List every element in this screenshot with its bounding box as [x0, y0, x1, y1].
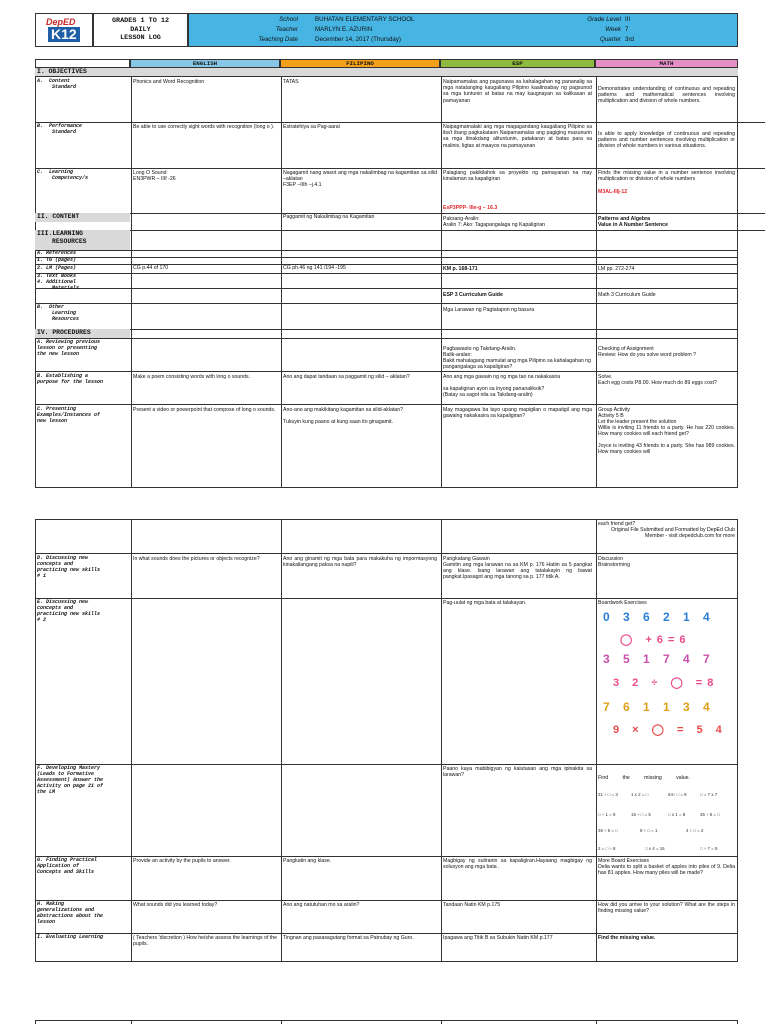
esp-other: Mga Larawan ng Pagtatapon ng basura — [443, 307, 535, 313]
esp-competency-code: EsP3PPP- IIIe-g – 16.3 — [443, 205, 498, 211]
esp-purpose-3: (Batay sa sagot nila sa Takdang-aralin) — [443, 392, 533, 398]
label-mastery-1: F. Developing Mastery — [37, 765, 101, 771]
row-line — [35, 122, 765, 123]
esp-purpose-2: sa kapaligiran ayon sa inyong pananaliksik? — [443, 386, 545, 392]
label-lm: 2. LM (Pages) — [37, 265, 77, 271]
board-row-6: 9 × ◯ = 5 4 — [613, 724, 727, 736]
math-presenting-5: Joyce is inviting 43 friends to a party. She has 989 cookies. How many cookies will — [598, 443, 737, 456]
english-competency-2: EN3PWR – IIIf -26 — [133, 176, 176, 182]
esp-discuss1-2: Gamitin ang mga larawan na sa KM p. 176 Hatiin sa 5 pangkat ang klase. Isang larawan ang tatalakayin ng bawat pangkat.Ipasagot ang mga tanong sa p. 177 titik A. — [443, 562, 594, 581]
label-other-2: Learning — [52, 310, 77, 316]
col-header-math: MATH — [595, 59, 738, 68]
vline — [441, 520, 442, 961]
label-review-1: A. Reviewing previous — [37, 339, 101, 345]
mastery-r2-d: 35 ÷ 5 = □ — [700, 812, 720, 817]
board-row-4: 3 2 ÷ ◯ =8 — [613, 677, 719, 689]
math-discuss1-1: Discussion — [598, 556, 624, 562]
filipino-tg: CG ph.46 ng 141 /194 -195 — [283, 265, 346, 271]
filipino-discuss1: Ano ang ginamit ng mga bata para makakuha ng impormasyong kinakailangang paksa na napili? — [283, 556, 439, 569]
date-label: Teaching Date — [258, 36, 298, 43]
english-evaluating: ( Teachers 'discretion ) How he/she assess the learnings of the pupils. — [133, 935, 279, 948]
esp-competency: Palagiang pakikilahok sa proyekto ng pamayanan na may kinalaman sa kapaligiran — [443, 170, 594, 183]
vline — [131, 520, 132, 961]
row-line — [35, 856, 738, 857]
label-discuss2-1: E. Discussing new — [37, 599, 89, 605]
mastery-r4-c: □ ÷ 7 = 9 — [700, 846, 718, 851]
title-line-2: DAILY — [130, 25, 151, 34]
mastery-r3-b: 8 ÷ □ = 1 — [640, 828, 658, 833]
vline — [596, 520, 597, 961]
board-row-3: 3 5 1 7 4 7 — [603, 652, 715, 666]
grade-value: III — [625, 16, 631, 23]
filipino-presenting-1: Ano-ano ang makikitang kagamitan sa silid-aklatan? — [283, 407, 403, 413]
esp-review-3: Bakit mahalagang mamulat ang mga Pilipino sa kahalagahan ng pangangalaga sa kapaligiran? — [443, 358, 593, 371]
date-value: December 14, 2017 (Thursday) — [315, 36, 401, 43]
label-additional-1: 4. Additional — [37, 279, 77, 285]
label-textbooks: 3. Text Books — [37, 273, 77, 279]
deped-logo — [44, 17, 86, 45]
label-presenting-2: Examples/Instances of — [37, 412, 101, 418]
label-discuss1-3: practicing new skills — [37, 567, 101, 573]
section-band-objectives — [35, 68, 738, 77]
label-general-2: generalizations and — [37, 907, 95, 913]
label-general-4: lesson — [37, 919, 56, 925]
vline — [596, 69, 597, 487]
esp-tg: KM p. 168-171 — [443, 266, 478, 272]
row-line — [35, 213, 765, 214]
label-performance-2: Standard — [52, 129, 77, 135]
label-review-3: the new lesson — [37, 351, 80, 357]
esp-content-standard: Naipamamalas ang pagunawa sa kahalagahan ng pananalig sa mga natatanging kaugaliang Pilipino kaalinsabay ng pagsunod sa mga tuntunin at batas na may kaugnayan sa kalikasan at pamayanan — [443, 79, 594, 104]
math-tg: LM pp. 272-274 — [598, 266, 635, 272]
esp-review-2: Balik-aralan: — [443, 352, 472, 358]
logo-bottom-text: K12 — [48, 27, 80, 42]
math-evaluating: Find the missing value. — [598, 935, 656, 941]
mastery-r2-c: □ x 1 = 8 — [668, 812, 686, 817]
math-performance: Is able to apply knowledge of continuous and repeating patterns and number sentences involving multiplication or division of whole numbers in various situations. — [598, 131, 737, 150]
label-purpose-1: B. Establishing a — [37, 373, 89, 379]
row-line — [35, 404, 738, 405]
filipino-evaluating: Tingnan ang pasasagutang format sa Patnubay ng Guro. — [283, 935, 414, 941]
mastery-r1-c: 64÷ □ = 8 — [668, 792, 687, 797]
teacher-label: Teacher — [275, 26, 298, 33]
label-mastery-4: Activity on page 21 of — [37, 783, 104, 789]
label-practical-3: Concepts and Skills — [37, 869, 95, 875]
math-content-1: Patterns and Algebra — [598, 216, 650, 222]
esp-additional: ESP 3 Curriculum Guide — [443, 292, 503, 298]
esp-discuss1-1: Pangkatang Gawain — [443, 556, 490, 562]
row-line — [35, 598, 738, 599]
label-tg: 1. TG (pages) — [37, 257, 77, 263]
label-presenting-3: new lesson — [37, 418, 68, 424]
label-general-3: abstractions about the — [37, 913, 104, 919]
row-line — [35, 764, 738, 765]
mastery-r3-c: 4 ÷ □ = 2 — [686, 828, 704, 833]
label-discuss2-3: practicing new skills — [37, 611, 101, 617]
filipino-general: Ano ang natutuhan mo sa aralin? — [283, 902, 360, 908]
row-line — [35, 553, 738, 554]
esp-general: Tandaan Natin KM p.175 — [443, 902, 501, 908]
esp-evaluating: Ipagawa ang Titik B sa Subukin Natin KM p.177 — [443, 935, 553, 941]
filipino-content-standard: TATAS — [283, 79, 299, 85]
row-line — [35, 371, 738, 372]
row-line — [35, 257, 738, 258]
math-presenting-2: Activity 5 B — [598, 413, 624, 419]
math-presenting-3: Let the leader present the solution — [598, 419, 677, 425]
math-general: How did you arrive to your solution? What are the steps in finding missing value? — [598, 902, 737, 915]
logo-box — [35, 13, 93, 47]
mastery-r1-d: □ = 7 x 7 — [700, 792, 718, 797]
label-mastery-5: the LM — [37, 789, 56, 795]
section-content: II. CONTENT — [37, 213, 80, 220]
row-line — [35, 250, 738, 251]
esp-purpose-1: Ano ang mga gawain ng ng mga tao na nakakasira — [443, 374, 561, 380]
math-presenting-4: Willie is inviting 11 friends to a party. He has 220 cookies. How many cookies will each friend get? — [598, 425, 737, 438]
math-discuss1-2: Brainstorming — [598, 562, 631, 568]
label-additional-2: Materials — [52, 285, 80, 291]
english-competency-1: Long O Sound — [133, 170, 167, 176]
row-line — [35, 303, 738, 304]
math-content-2: Value in A Number Sentence — [598, 222, 668, 228]
math-review-2: Review: How do you solve word problem ? — [598, 352, 697, 358]
math-competency-code: M3AL-IIIj-12 — [598, 189, 628, 195]
mastery-r1-a: 21 ÷ □ = 3 — [598, 792, 618, 797]
esp-review-1: Pagbawasto ng Takdang-Aralin. — [443, 346, 517, 352]
english-content-standard: Phonics and Word Recognition — [133, 79, 205, 85]
label-purpose-2: purpose for the lesson — [37, 379, 104, 385]
label-references: A. References — [37, 250, 77, 256]
mastery-r2-a: □ ÷ 1 = 8 — [598, 812, 616, 817]
board-row-2: ◯ +6=6 — [620, 634, 691, 646]
filipino-purpose: Ano ang dapat tandaan sa paggamit ng silid – aklatan? — [283, 374, 410, 380]
label-general-1: H. Making — [37, 901, 65, 907]
esp-presenting: May magagawa ba tayo upang mapigilan o mapatigil ang mga gawaing nakakasira sa kapaligiran? — [443, 407, 594, 420]
mastery-r4-a: 2 = □ ÷ 8 — [598, 846, 616, 851]
quarter-label: Quarter — [600, 36, 621, 43]
filipino-competency-2: F3EP –IIIh –j.4.1 — [283, 182, 322, 188]
week-value: 7 — [625, 26, 629, 33]
label-practical-1: G. Finding Practical — [37, 857, 98, 863]
mastery-r3-a: 36 ÷ 6 = □ — [598, 828, 618, 833]
english-practical: Provide an activity by the pupils to answer. — [133, 858, 231, 864]
esp-content-1: Paksang-Aralin: — [443, 216, 480, 222]
filipino-practical: Pangkatin ang klase. — [283, 858, 332, 864]
grid-page-2 — [35, 519, 738, 962]
board-row-1: 0 3 6 2 1 4 — [603, 610, 715, 624]
math-continued-2: Original File Submitted and Formatted by DepEd Club Member - visit depedclub.com for more — [611, 527, 737, 540]
english-discuss1: In what sounds does the pictures or objects recognize? — [133, 556, 260, 562]
page-1 — [0, 0, 768, 490]
section-procedures: IV. PROCEDURES — [37, 329, 91, 336]
quarter-value: 3rd — [625, 36, 634, 43]
label-other-3: Resources — [52, 316, 80, 322]
math-practical-1: More Board Exercises — [598, 858, 650, 864]
english-performance: Be able to use correctly sight words with recognition (long o ). — [133, 124, 275, 130]
title-box — [93, 13, 188, 47]
esp-practical: Magbigay ng suliranin sa kapaligiran.Hayaang magbigay ng solusyon ang mga bata . — [443, 858, 594, 871]
school-value: BUHATAN ELEMENTARY SCHOOL — [315, 16, 415, 23]
board-row-5: 7 6 1 1 3 4 — [603, 700, 715, 714]
esp-performance: Naipagmamalaki ang mga magagandang kaugaliang Pilipino sa iba't ibang pagkakataon Naipamamalas ang pagiging masunurin sa mga itinakdang alituntunin, patakaran at batas para sa malinis, ligtas at maayos na pamayanan — [443, 124, 594, 149]
math-mastery-title: Find the missing value. — [598, 775, 690, 781]
label-practical-2: Application of — [37, 863, 80, 869]
label-content-standard-1: A. Content — [37, 78, 71, 84]
row-line — [35, 329, 738, 330]
week-label: Week — [605, 26, 621, 33]
esp-discuss2: Pag-uulat ng mga bata at talakayan. — [443, 600, 527, 606]
label-competency-1: C. Learning — [37, 169, 74, 175]
math-review-1: Checking of Assignment — [598, 346, 654, 352]
col-header-filipino: FILIPINO — [280, 59, 440, 68]
math-continued-1: each friend get? — [598, 521, 636, 527]
section-objectives: I. OBJECTIVES — [37, 68, 87, 75]
vline — [441, 69, 442, 487]
title-line-1: GRADES 1 TO 12 — [111, 17, 170, 25]
label-mastery-2: (Leads to Formative — [37, 771, 95, 777]
filipino-content: Paggamit ng Nakalimbag na Kagamitan — [283, 214, 375, 220]
teacher-value: MARLYN E. AZURIN — [315, 26, 373, 33]
english-tg: CG p.44 of 170 — [133, 265, 169, 271]
mastery-r4-b: □ x 4 = 16 — [645, 846, 665, 851]
header-info-box — [188, 13, 738, 47]
label-evaluating: I. Evaluating Learning — [37, 934, 104, 940]
filipino-presenting-2: Tukuyin kung paano at kung saan ito ginagamit. — [283, 419, 393, 425]
label-discuss2-4: # 2 — [37, 617, 47, 623]
col-header-english: ENGLISH — [130, 59, 280, 68]
section-resources-2: RESOURCES — [52, 238, 87, 245]
school-label: School — [279, 16, 298, 23]
label-presenting-1: C. Presenting — [37, 406, 77, 412]
mastery-r2-b: 15 ÷ □ = 5 — [631, 812, 651, 817]
row-line — [35, 230, 765, 231]
math-practical-2: Delia wants to split a basket of apples into piles of 9. Delia has 81 apples. How many piles will be made? — [598, 864, 737, 877]
row-line — [35, 273, 738, 274]
math-purpose-1: Solve. — [598, 374, 613, 380]
label-other-1: B. Other — [37, 304, 65, 310]
vline — [131, 69, 132, 487]
section-resources-1: III.LEARNING — [37, 230, 84, 237]
title-line-3: LESSON LOG — [120, 34, 161, 43]
row-line — [35, 933, 738, 934]
english-general: What sounds did you learned today? — [133, 902, 218, 908]
label-discuss2-2: concepts and — [37, 605, 74, 611]
math-content-standard: Demonstrates understanding of continuous and repeating patterns and mathematical sentences involving multiplication and division of whole numbers. — [598, 86, 737, 105]
english-presenting: Present a video or powerpoint that compose of long o sounds. — [133, 407, 276, 413]
math-discuss2: Boardwork Exercises — [598, 600, 647, 606]
math-competency: Finds the missing value in a number sentence involving multiplication or division of whole numbers — [598, 170, 737, 183]
label-discuss1-4: # 1 — [37, 573, 47, 579]
col-header-label — [35, 59, 130, 68]
english-purpose: Make a poem consisting words with long o sounds. — [133, 374, 251, 380]
grade-label: Grade Level — [587, 16, 621, 23]
esp-mastery: Paano kaya mabibigyan ng kalutasan ang mga ipinakita sa larawan? — [443, 766, 594, 779]
col-header-esp: ESP — [440, 59, 595, 68]
row-line — [35, 338, 738, 339]
filipino-performance: Estratehiya sa Pag-aaral — [283, 124, 340, 130]
logo-top-text: DepED — [46, 17, 76, 27]
label-discuss1-2: concepts and — [37, 561, 74, 567]
math-purpose-2: Each egg costs P8.00. How much do 89 eggs cost? — [598, 380, 717, 386]
label-content-standard-2: Standard — [52, 84, 77, 90]
vline — [281, 520, 282, 961]
math-presenting-1: Group Activity — [598, 407, 631, 413]
page-3-top — [35, 1020, 738, 1024]
label-mastery-3: Assessment) Answer the — [37, 777, 104, 783]
row-line — [35, 168, 765, 169]
label-competency-2: Competency/s — [52, 175, 89, 181]
vline — [281, 69, 282, 487]
math-additional: Math 3 Curriculum Guide — [598, 292, 656, 298]
label-review-2: lesson or presenting — [37, 345, 98, 351]
row-line — [35, 288, 738, 289]
label-discuss1-1: D. Discussing new — [37, 555, 89, 561]
mastery-r1-b: 1 x 2 = □ — [631, 792, 649, 797]
esp-content-2: Aralin 7: Ako: Tagapangalaga ng Kapaligiran — [443, 222, 545, 228]
row-line — [35, 900, 738, 901]
label-performance-1: B. Performance — [37, 123, 83, 129]
filipino-competency-1: Nagagamit nang wasot ang mga nakalimbag na kagamitan sa silid –aklatan — [283, 170, 439, 183]
